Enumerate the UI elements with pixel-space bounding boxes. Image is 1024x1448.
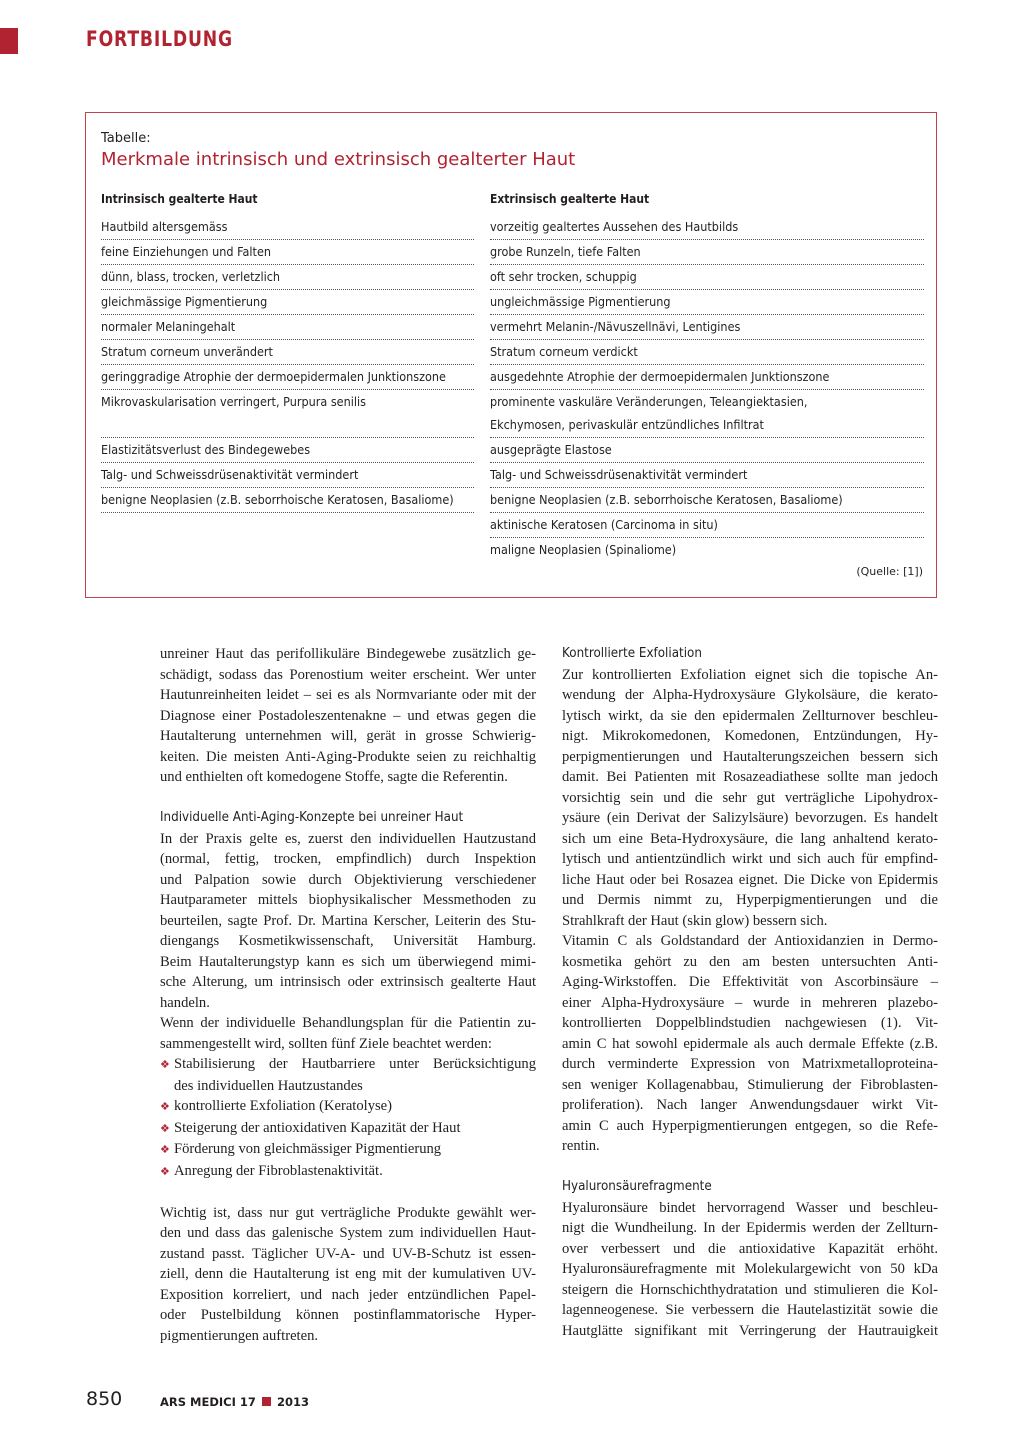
table-cell-extrinsic: vorzeitig gealtertes Aussehen des Hautbilds <box>490 219 739 234</box>
text-line: zustand passt. Täglicher UV-A- und UV-B-Schutz ist essen- <box>160 1245 536 1262</box>
text-line: Hautunreinheiten leidet – sei es als Normvariante oder mit der <box>160 687 536 703</box>
paragraph <box>160 829 536 1014</box>
table-cell-extrinsic: Stratum corneum verdickt <box>490 344 638 359</box>
journal-square-icon <box>262 1397 271 1406</box>
text-line: Hautglätte signifikant mit Verringerung der Hautrauigkeit <box>562 1322 938 1339</box>
bullet-line: des individuellen Hautzustandes <box>174 1077 363 1094</box>
table-cell-extrinsic: ungleichmässige Pigmentierung <box>490 294 671 309</box>
text-line: vorsichtig sein und die sehr gut verträgliche Lipohydrox- <box>562 789 938 806</box>
row-divider <box>101 239 474 240</box>
table-title: Merkmale intrinsisch und extrinsisch gealterter Haut <box>101 149 576 170</box>
table-cell-intrinsic: benigne Neoplasien (z.B. seborrhoische Keratosen, Basaliome) <box>101 491 454 507</box>
bullet-diamond-icon: ❖ <box>160 1144 170 1156</box>
text-line: proliferation). Nach langer Anwendungsdauer wirkt Vit- <box>562 1097 938 1113</box>
bullet-diamond-icon: ❖ <box>160 1101 170 1113</box>
text-line: Wenn der individuelle Behandlungsplan für die Patientin zu- <box>160 1015 536 1031</box>
table-cell-extrinsic: prominente vaskuläre Veränderungen, Teleangiektasien, <box>490 394 808 409</box>
table-box <box>85 112 937 598</box>
paragraph <box>160 1013 536 1054</box>
subheading: Hyaluronsäurefragmente <box>562 1179 712 1194</box>
table-cell-intrinsic: gleichmässige Pigmentierung <box>101 294 268 309</box>
text-line: lytisch und antientzündlich wirkt und sich auch für empfind- <box>562 851 938 867</box>
table-cell-extrinsic: oft sehr trocken, schuppig <box>490 269 637 284</box>
text-line: sche Alterung, um intrinsisch oder extrinsisch gealterte Haut <box>160 974 536 990</box>
bullet-diamond-icon: ❖ <box>160 1059 170 1071</box>
text-line: sen weniger Kollagenabbau, Stimulierung der Fibroblasten- <box>562 1076 938 1093</box>
table-cell-extrinsic: ausgeprägte Elastose <box>490 441 612 457</box>
page-number: 850 <box>86 1388 123 1410</box>
subheading: Individuelle Anti-Aging-Konzepte bei unreiner Haut <box>160 810 464 825</box>
text-line: schädigt, sodass das Porenostium weiter erscheint. Wer unter <box>160 666 536 683</box>
row-divider <box>101 487 474 488</box>
table-cell-extrinsic: vermehrt Melanin-/Nävuszellnävi, Lentigines <box>490 319 741 334</box>
bullet-diamond-icon: ❖ <box>160 1165 170 1178</box>
table-cell-intrinsic: geringgradige Atrophie der dermoepidermalen Junktionszone <box>101 369 446 384</box>
table-cell-intrinsic: Elastizitätsverlust des Bindegewebes <box>101 441 311 457</box>
text-column-left <box>160 644 536 1346</box>
row-divider <box>490 364 924 365</box>
row-divider <box>490 487 924 488</box>
text-line: Exposition korreliert, und nach jeder entzündlichen Papel- <box>160 1286 536 1303</box>
row-divider <box>490 437 924 438</box>
text-line: kontrollierten Doppelblindstudien nachgewiesen (1). Vit- <box>562 1015 938 1031</box>
row-divider <box>490 512 924 513</box>
text-line: ziell, denn die Hautalterung ist eng mit der kumulativen UV- <box>160 1266 536 1282</box>
section-color-bar <box>0 28 18 54</box>
text-line: und Dermis nimmt zu, Hyperpigmentierungen und die <box>562 892 938 908</box>
table-cell-intrinsic: Stratum corneum unverändert <box>101 344 273 359</box>
bullet-line: ❖ Anregung der Fibroblastenaktivität. <box>160 1161 536 1183</box>
row-divider <box>101 462 474 463</box>
row-divider <box>101 339 474 340</box>
text-line: einer Alpha-Hydroxysäure – wurde in mehreren plazebo- <box>562 994 938 1011</box>
row-divider <box>101 289 474 290</box>
paragraph <box>160 1203 536 1347</box>
text-line: Hyaluronsäurefragmente mit Molekulargewicht von 50 kDa <box>562 1261 938 1277</box>
text-line: Zur kontrollierten Exfoliation eignet sich die topische An- <box>562 666 938 683</box>
table-cell-intrinsic: normaler Melaningehalt <box>101 319 236 334</box>
text-line: Hautalterung unternehmen will, gerät in grosse Schwierig- <box>160 728 536 744</box>
text-line: keiten. Die meisten Anti-Aging-Produkte seien zu reichhaltig <box>160 748 536 765</box>
table-cell-extrinsic: aktinische Keratosen (Carcinoma in situ) <box>490 516 718 532</box>
text-line: sich um eine Beta-Hydroxysäure, die lang anhaltend kerato- <box>562 830 938 847</box>
text-line: lytisch wirkt, da sie den epidermalen Zellturnover beschleu- <box>562 707 938 724</box>
row-divider <box>101 512 474 513</box>
row-divider <box>490 289 924 290</box>
text-line: steigern die Hornschichthydratation und stimulieren die Kol- <box>562 1281 938 1298</box>
table-cell-extrinsic: ausgedehnte Atrophie der dermoepidermalen Junktionszone <box>490 369 830 384</box>
text-line: Aging-Wirkstoffen. Die Effektivität von Ascorbinsäure – <box>562 974 938 990</box>
table-header-extrinsic: Extrinsisch gealterte Haut <box>490 191 650 206</box>
text-line: durch verminderte Expression von Matrixmetalloproteina- <box>562 1056 938 1072</box>
text-line: unreiner Haut das perifollikuläre Bindegewebe zusätzlich ge- <box>160 646 536 662</box>
text-line: nigt. Mikrokomedonen, Komedonen, Entzündungen, Hy- <box>562 728 938 744</box>
table-header-intrinsic: Intrinsisch gealterte Haut <box>101 191 258 206</box>
text-line: und enthielten oft komedogene Stoffe, sagte die Referentin. <box>160 769 508 785</box>
text-line: pigmentierungen auftreten. <box>160 1327 319 1344</box>
paragraph <box>562 1198 938 1342</box>
row-divider <box>490 462 924 463</box>
text-line: lagenneogenese. Sie verbessern die Hautelastizität sowie die <box>562 1302 938 1318</box>
text-line: liche Haut oder bei Rosazea eignet. Die Dicke von Epidermis <box>562 871 938 888</box>
text-line: Strahlkraft der Haut (skin glow) bessern sich. <box>562 912 828 929</box>
row-divider <box>490 339 924 340</box>
bullet-line: ❖ kontrollierte Exfoliation (Keratolyse) <box>160 1096 536 1118</box>
table-source: (Quelle: [1]) <box>856 565 923 578</box>
text-column-right <box>562 644 938 1341</box>
row-divider <box>101 389 474 390</box>
bullet-list <box>160 1054 536 1182</box>
text-line: Vitamin C als Goldstandard der Antioxidanzien in Dermo- <box>562 933 938 949</box>
table-cell-intrinsic: dünn, blass, trocken, verletzlich <box>101 269 281 284</box>
text-line: Beim Hautalterungstyp kann es sich um überwiegend mimi- <box>160 953 536 970</box>
table-cell-extrinsic: grobe Runzeln, tiefe Falten <box>490 244 641 259</box>
text-line: kosmetika gehört zu den am besten untersuchten Anti- <box>562 953 938 970</box>
row-divider <box>490 314 924 315</box>
row-divider <box>101 364 474 365</box>
row-divider <box>101 314 474 315</box>
table-cell-extrinsic: maligne Neoplasien (Spinaliome) <box>490 541 677 557</box>
journal-name: ARS MEDICI 17 <box>160 1395 256 1409</box>
text-line: ysäure (ein Derivat der Salizylsäure) bevorzugen. Es handelt <box>562 810 938 826</box>
paragraph <box>160 644 536 788</box>
text-line: amin C hat sowohl epidermale als auch dermale Effekte (z.B. <box>562 1035 938 1052</box>
bullet-diamond-icon: ❖ <box>160 1122 170 1135</box>
table-cell-intrinsic: Hautbild altersgemäss <box>101 219 228 234</box>
text-line: den und dass das galenische System zum individuellen Haut- <box>160 1225 536 1241</box>
text-line: perpigmentierungen und Hautalterungszeichen bessern sich <box>562 748 938 765</box>
journal-year: 2013 <box>276 1395 309 1409</box>
row-divider <box>490 537 924 538</box>
text-line: In der Praxis gelte es, zuerst den individuellen Hautzustand <box>160 830 536 847</box>
text-line: nigt die Wundheilung. In der Epidermis werden der Zellturn- <box>562 1220 938 1236</box>
row-divider <box>490 264 924 265</box>
text-line: amin C auch Hyperpigmentierungen entgegen, so die Refe- <box>562 1117 938 1134</box>
bullet-line: ❖ Förderung von gleichmässiger Pigmentierung <box>160 1139 536 1161</box>
bullet-line: ❖ Stabilisierung der Hautbarriere unter Berücksichtigung <box>160 1054 536 1076</box>
section-title: FORTBILDUNG <box>86 27 233 51</box>
text-line: Diagnose einer Postadoleszentenakne – und etwas gegen die <box>160 707 536 724</box>
paragraph <box>562 931 938 1157</box>
row-divider <box>490 239 924 240</box>
text-line: und Palpation sowie durch Objektivierung verschiedener <box>160 871 536 888</box>
text-line: beurteilen, sagte Prof. Dr. Martina Kerscher, Leiterin des Stu- <box>160 912 536 929</box>
table-cell-extrinsic: Talg- und Schweissdrüsenaktivität vermindert <box>490 466 748 482</box>
journal-footer <box>160 1395 309 1409</box>
text-line: rentin. <box>562 1138 600 1154</box>
table-cell-intrinsic: feine Einziehungen und Falten <box>101 244 272 259</box>
table-cell-intrinsic: Mikrovaskularisation verringert, Purpura senilis <box>101 394 366 409</box>
text-line: Wichtig ist, dass nur gut verträgliche Produkte gewählt wer- <box>160 1204 536 1221</box>
text-line: oder Pustelbildung können postinflammatorische Hyper- <box>160 1307 536 1323</box>
text-line: wendung der Alpha-Hydroxysäure Glykolsäure, die kerato- <box>562 687 938 703</box>
bullet-line: ❖ Steigerung der antioxidativen Kapazität der Haut <box>160 1118 536 1140</box>
text-line: diengangs Kosmetikwissenschaft, Universität Hamburg. <box>160 933 536 949</box>
text-line: damit. Bei Patienten mit Rosazeadiathese sollte man jedoch <box>562 769 938 785</box>
text-line: over verbessert und die antioxidative Kapazität erhöht. <box>562 1240 938 1257</box>
table-cell-extrinsic: Ekchymosen, perivaskulär entzündliches Infiltrat <box>490 416 764 432</box>
row-divider <box>101 437 474 438</box>
paragraph <box>562 665 938 932</box>
text-line: sammengestellt wird, sollten fünf Ziele beachtet werden: <box>160 1035 492 1052</box>
table-cell-intrinsic: Talg- und Schweissdrüsenaktivität vermindert <box>101 466 359 482</box>
text-line: Hyaluronsäure bindet hervorragend Wasser und beschleu- <box>562 1199 938 1216</box>
text-line: Hautparameter mittels biophysikalischer Messmethoden zu <box>160 892 536 908</box>
text-line: handeln. <box>160 994 210 1011</box>
row-divider <box>490 389 924 390</box>
text-line: (normal, fettig, trocken, empfindlich) durch Inspektion <box>160 851 536 867</box>
row-divider <box>101 264 474 265</box>
table-cell-extrinsic: benigne Neoplasien (z.B. seborrhoische Keratosen, Basaliome) <box>490 491 843 507</box>
table-label: Tabelle: <box>101 131 151 146</box>
subheading: Kontrollierte Exfoliation <box>562 646 702 661</box>
